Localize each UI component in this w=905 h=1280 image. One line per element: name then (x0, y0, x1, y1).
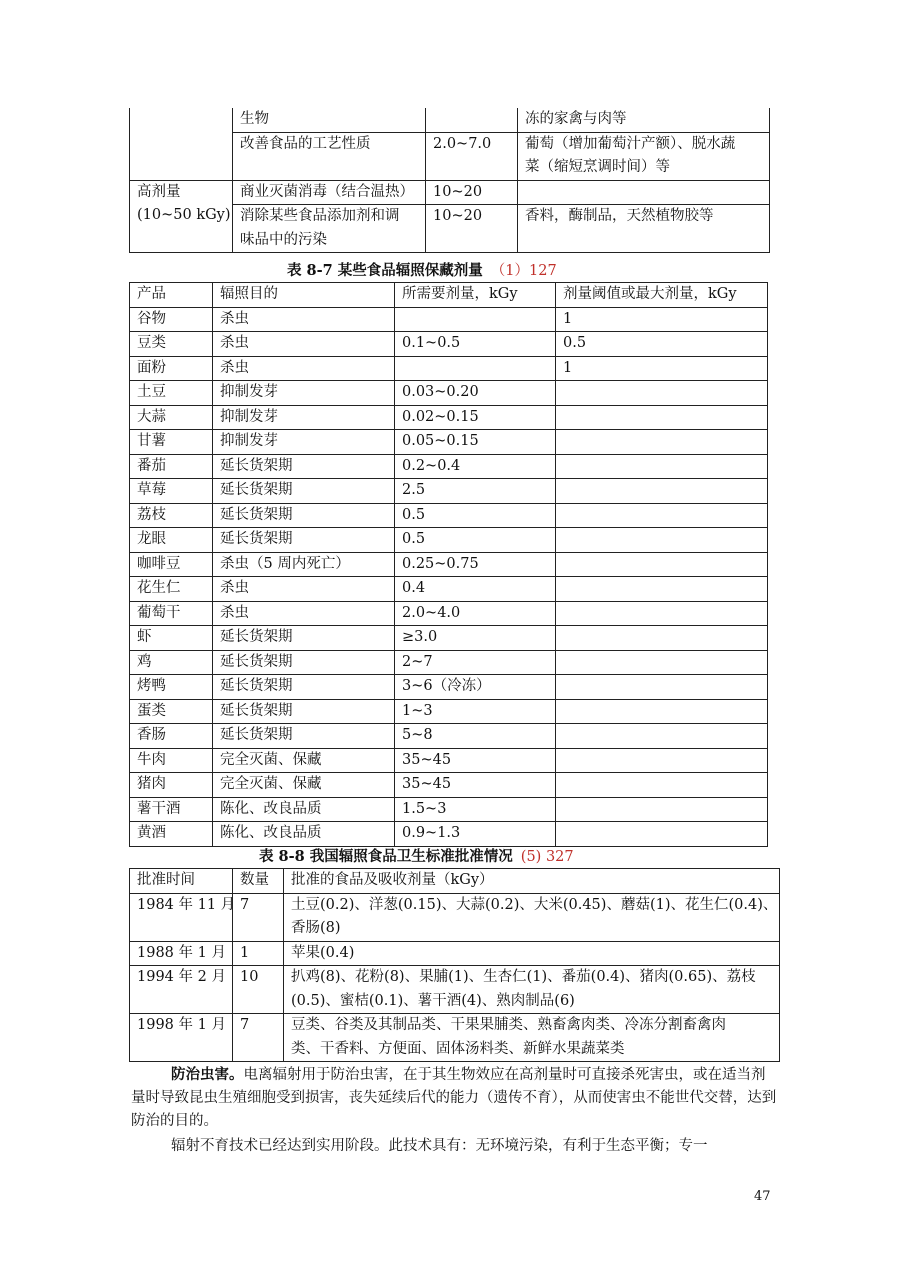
table-cell (556, 430, 768, 455)
table-row (130, 307, 768, 332)
table-cell (556, 822, 768, 847)
table-cell: 牛肉 (130, 748, 213, 773)
table-cell: 延长货架期 (213, 699, 395, 724)
table-caption-8-8 (259, 845, 574, 866)
table-cell: 7 (233, 893, 284, 941)
cell-line: (10~50 kGy) (137, 207, 231, 223)
cell-line: 类、干香料、方便面、固体汤料类、新鲜水果蔬菜类 (291, 1040, 625, 1057)
cell-line: 菜（缩短烹调时间）等 (525, 159, 670, 175)
table-row (130, 454, 768, 479)
table-header-row (130, 869, 780, 894)
table-row (130, 626, 768, 651)
table-body (130, 283, 768, 847)
table-cell: 陈化、改良品质 (213, 797, 395, 822)
table-cell (556, 675, 768, 700)
table-cell (556, 699, 768, 724)
table-cell (556, 528, 768, 553)
table-row (130, 577, 768, 602)
table-cell: 1~3 (395, 699, 556, 724)
table-cell: 抑制发芽 (213, 405, 395, 430)
table-cell (556, 748, 768, 773)
table-cell: 35~45 (395, 773, 556, 798)
table-row (130, 552, 768, 577)
table-cell: 7 (233, 1014, 284, 1062)
table-cell (426, 108, 518, 132)
table-row (130, 650, 768, 675)
table-cell (130, 108, 233, 132)
caption-text: 表 8-7 某些食品辐照保藏剂量 (287, 262, 483, 279)
cell-line: 扒鸡(8)、花粉(8)、果脯(1)、生杏仁(1)、番茄(0.4)、猪肉(0.65)、荔枝 (291, 969, 756, 985)
table-cell: 面粉 (130, 356, 213, 381)
table-row (130, 132, 770, 180)
table-row (130, 479, 768, 504)
table-cell: 0.2~0.4 (395, 454, 556, 479)
table-row (130, 381, 768, 406)
table-cell: 改善食品的工艺性质 (233, 132, 426, 180)
cell-line: 消除某些食品添加剂和调 (240, 208, 400, 224)
table-cell: 0.02~0.15 (395, 405, 556, 430)
table-row (130, 822, 768, 847)
table-row (130, 675, 768, 700)
table-cell: 龙眼 (130, 528, 213, 553)
table-cell: 0.5 (395, 503, 556, 528)
table-row (130, 699, 768, 724)
cell-line: 葡萄（增加葡萄汁产额）、脱水蔬 (525, 135, 736, 152)
paragraph-text: 辐射不育技术已经达到实用阶段。此技术具有：无环境污染，有利于生态平衡；专一 (171, 1138, 708, 1154)
table-row (130, 748, 768, 773)
table-cell: 猪肉 (130, 773, 213, 798)
column-header: 剂量阈值或最大剂量，kGy (556, 283, 768, 308)
table-row (130, 941, 780, 966)
table-row (130, 356, 768, 381)
table-cell (556, 479, 768, 504)
table-cell (284, 966, 780, 1014)
table-cell: 苹果(0.4) (284, 941, 780, 966)
table-cell: 蛋类 (130, 699, 213, 724)
cell-line: 豆类、谷类及其制品类、干果果脯类、熟畜禽肉类、冷冻分割畜禽肉 (291, 1017, 726, 1033)
table-cell (556, 626, 768, 651)
table-cell: 5~8 (395, 724, 556, 749)
table-row (130, 503, 768, 528)
table-cell: 生物 (233, 108, 426, 132)
table-cell: 1 (556, 307, 768, 332)
table-cell (395, 307, 556, 332)
table-cell: 延长货架期 (213, 650, 395, 675)
table-cell (556, 797, 768, 822)
table-cell: 1984 年 11 月 (130, 893, 233, 941)
table-cell: 冻的家禽与肉等 (518, 108, 770, 132)
table-cell: 1988 年 1 月 (130, 941, 233, 966)
table-cell: 烤鸭 (130, 675, 213, 700)
table-cell (284, 893, 780, 941)
cell-line: 味品中的污染 (240, 231, 327, 248)
table-top-continuation (129, 108, 770, 253)
table-cell: 延长货架期 (213, 675, 395, 700)
table-cell (284, 1014, 780, 1062)
table-cell: 香肠 (130, 724, 213, 749)
table-row (130, 528, 768, 553)
table-cell: 0.5 (395, 528, 556, 553)
table-cell: 2.0~4.0 (395, 601, 556, 626)
table-cell: 土豆 (130, 381, 213, 406)
table-cell: 香料，酶制品，天然植物胶等 (518, 205, 770, 253)
table-row (130, 893, 780, 941)
table-cell: 3~6（冷冻） (395, 675, 556, 700)
table-cell: 1998 年 1 月 (130, 1014, 233, 1062)
table-cell: 0.25~0.75 (395, 552, 556, 577)
table-cell: 花生仁 (130, 577, 213, 602)
table-cell: 1994 年 2 月 (130, 966, 233, 1014)
table-cell: 咖啡豆 (130, 552, 213, 577)
caption-reference: （1）127 (490, 263, 557, 279)
table-cell (556, 552, 768, 577)
table-cell: 抑制发芽 (213, 430, 395, 455)
table-cell: 延长货架期 (213, 479, 395, 504)
table-cell: 10 (233, 966, 284, 1014)
table-row (130, 601, 768, 626)
table-cell (233, 205, 426, 253)
table-cell: 延长货架期 (213, 626, 395, 651)
table-row (130, 797, 768, 822)
table-cell: 虾 (130, 626, 213, 651)
cell-line: 土豆(0.2)、洋葱(0.15)、大蒜(0.2)、大米(0.45)、蘑菇(1)、花生仁(0.4)、 (291, 896, 778, 913)
column-header: 数量 (233, 869, 284, 894)
table-cell: 完全灭菌、保藏 (213, 773, 395, 798)
table-cell: 番茄 (130, 454, 213, 479)
table-cell: 杀虫 (213, 601, 395, 626)
table-cell: 0.03~0.20 (395, 381, 556, 406)
table-cell: 葡萄干 (130, 601, 213, 626)
table-cell: 0.05~0.15 (395, 430, 556, 455)
table-8-8 (129, 868, 780, 1062)
table-cell: 2~7 (395, 650, 556, 675)
table-cell: 鸡 (130, 650, 213, 675)
table-cell: 杀虫（5 周内死亡） (213, 552, 395, 577)
table-cell: 薯干酒 (130, 797, 213, 822)
table-cell (556, 650, 768, 675)
table-row (130, 405, 768, 430)
column-header: 批准时间 (130, 869, 233, 894)
table-cell: 延长货架期 (213, 528, 395, 553)
table-row (130, 966, 780, 1014)
page-number: 47 (754, 1189, 771, 1204)
table-row (130, 108, 770, 132)
table-cell: 延长货架期 (213, 724, 395, 749)
cell-line: 香肠(8) (291, 920, 341, 936)
column-header: 辐照目的 (213, 283, 395, 308)
table-cell: 抑制发芽 (213, 381, 395, 406)
table-cell: 0.1~0.5 (395, 332, 556, 357)
table-row (130, 773, 768, 798)
table-cell: 2.5 (395, 479, 556, 504)
table-cell: ≥3.0 (395, 626, 556, 651)
cell-line: 高剂量 (137, 183, 181, 200)
table-cell: 黄酒 (130, 822, 213, 847)
table-cell: 陈化、改良品质 (213, 822, 395, 847)
table-cell (130, 180, 233, 253)
table-cell: 延长货架期 (213, 454, 395, 479)
table-cell: 延长货架期 (213, 503, 395, 528)
table-cell: 1 (556, 356, 768, 381)
table-cell (556, 601, 768, 626)
table-cell (130, 132, 233, 180)
table-cell (395, 356, 556, 381)
table-cell: 1 (233, 941, 284, 966)
table-row (130, 430, 768, 455)
table-row (130, 180, 770, 205)
caption-reference: (5) 327 (520, 849, 574, 865)
table-cell: 谷物 (130, 307, 213, 332)
paragraph-sterility (131, 1135, 779, 1158)
table-cell: 完全灭菌、保藏 (213, 748, 395, 773)
table-cell: 大蒜 (130, 405, 213, 430)
table-cell: 荔枝 (130, 503, 213, 528)
table-cell (556, 577, 768, 602)
table-header-row (130, 283, 768, 308)
table-8-7 (129, 282, 768, 847)
table-cell (518, 180, 770, 205)
table-cell: 0.9~1.3 (395, 822, 556, 847)
table-cell: 商业灭菌消毒（结合温热） (233, 180, 426, 205)
table-cell (556, 773, 768, 798)
table-cell: 0.5 (556, 332, 768, 357)
table-cell: 草莓 (130, 479, 213, 504)
table-caption-8-7 (287, 259, 557, 280)
table-cell: 杀虫 (213, 577, 395, 602)
table-cell (556, 381, 768, 406)
table-cell: 10~20 (426, 205, 518, 253)
caption-text: 表 8-8 我国辐照食品卫生标准批准情况 (259, 848, 513, 865)
table-row (130, 1014, 780, 1062)
table-cell: 杀虫 (213, 332, 395, 357)
table-cell (556, 503, 768, 528)
table-cell: 10~20 (426, 180, 518, 205)
column-header: 所需要剂量，kGy (395, 283, 556, 308)
table-row (130, 724, 768, 749)
column-header: 批准的食品及吸收剂量（kGy） (284, 869, 780, 894)
table-cell: 35~45 (395, 748, 556, 773)
table-cell: 1.5~3 (395, 797, 556, 822)
paragraph-lead: 防治虫害。 (171, 1066, 244, 1083)
table-row (130, 332, 768, 357)
table-cell: 0.4 (395, 577, 556, 602)
column-header: 产品 (130, 283, 213, 308)
paragraph-pest-control (131, 1063, 779, 1133)
table-cell (518, 132, 770, 180)
table-cell: 杀虫 (213, 356, 395, 381)
table-cell (556, 724, 768, 749)
table-cell: 杀虫 (213, 307, 395, 332)
table-cell: 2.0~7.0 (426, 132, 518, 180)
table-cell (556, 454, 768, 479)
table-cell: 豆类 (130, 332, 213, 357)
paragraph-text: 电离辐射用于防治虫害，在于其生物效应在高剂量时可直接杀死害虫，或在适当剂量时导致昆虫生殖细胞受到损害，丧失延续后代的能力（遗传不育），从而使害虫不能世代交替，达到防治的目的。 (131, 1067, 777, 1129)
cell-line: (0.5)、蜜桔(0.1)、薯干酒(4)、熟肉制品(6) (291, 992, 575, 1009)
table-cell (556, 405, 768, 430)
table-cell: 甘薯 (130, 430, 213, 455)
